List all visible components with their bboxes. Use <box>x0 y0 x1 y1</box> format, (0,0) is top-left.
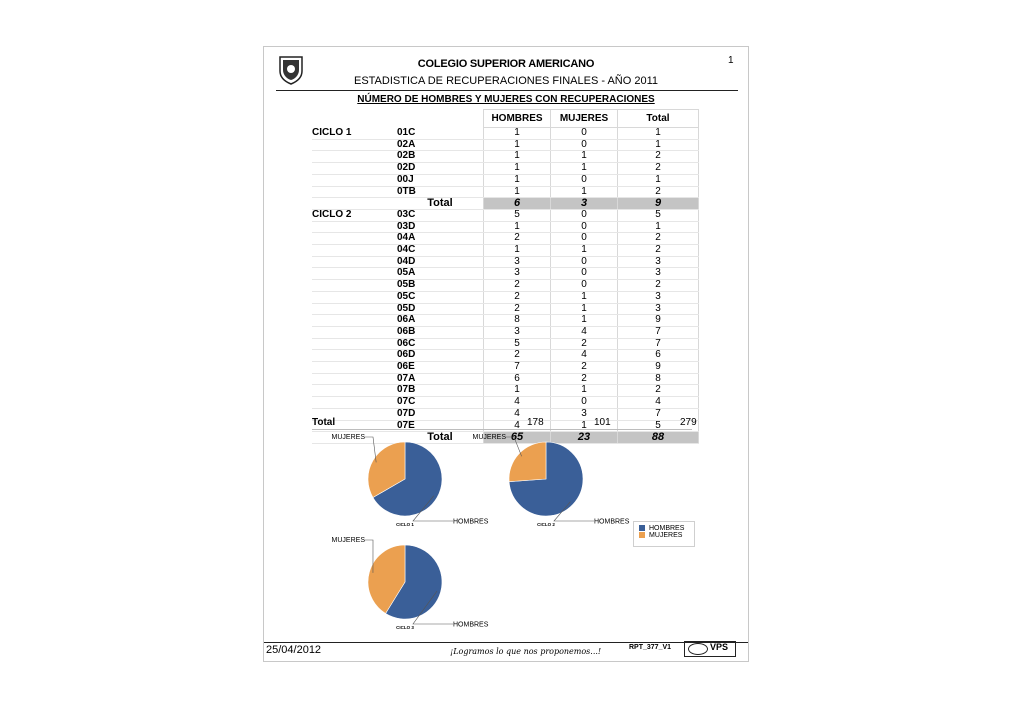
recuperaciones-table <box>312 109 699 444</box>
mujeres-cell: 1 <box>551 291 618 303</box>
mujeres-cell: 0 <box>551 139 618 151</box>
ciclo-label <box>312 338 397 350</box>
table-header-row <box>312 110 699 128</box>
group-code: 06A <box>397 315 484 327</box>
total-cell: 2 <box>618 245 699 257</box>
footer-date: 25/04/2012 <box>266 644 322 656</box>
mujeres-cell: 3 <box>551 408 618 420</box>
ciclo-label <box>312 280 397 292</box>
ciclo-label <box>312 373 397 385</box>
hombres-cell: 8 <box>484 315 551 327</box>
ciclo-label <box>312 139 397 151</box>
hombres-cell: 2 <box>484 233 551 245</box>
group-code: 05C <box>397 291 484 303</box>
grand-total-label: Total <box>312 417 336 428</box>
group-code: 07A <box>397 373 484 385</box>
group-code: 07E <box>397 420 484 432</box>
subtotal-mujeres: 3 <box>551 198 618 210</box>
total-cell: 8 <box>618 373 699 385</box>
grand-total-total: 279 <box>680 417 697 428</box>
total-cell: 2 <box>618 151 699 163</box>
table-row <box>312 256 699 268</box>
report-page <box>263 46 749 662</box>
total-cell: 2 <box>618 163 699 175</box>
hombres-cell: 1 <box>484 139 551 151</box>
mujeres-cell: 1 <box>551 420 618 432</box>
footer-code: RPT_377_V1 <box>629 644 672 651</box>
hombres-cell: 2 <box>484 350 551 362</box>
pie-title: CICLO 3 <box>396 625 414 630</box>
grand-total-hombres: 178 <box>527 417 544 428</box>
table-row <box>312 139 699 151</box>
ciclo-label <box>312 163 397 175</box>
group-code: 07C <box>397 397 484 409</box>
report-subtitle: ESTADISTICA DE RECUPERACIONES FINALES - AÑO 2011 <box>353 75 658 87</box>
col-total: Total <box>618 110 699 128</box>
group-code: 02A <box>397 139 484 151</box>
group-code: 06C <box>397 338 484 350</box>
table-row <box>312 209 699 221</box>
group-code: 04D <box>397 256 484 268</box>
table-row <box>312 315 699 327</box>
table-row <box>312 397 699 409</box>
hombres-cell: 1 <box>484 163 551 175</box>
total-cell: 2 <box>618 186 699 198</box>
table-body <box>312 128 699 444</box>
eye-icon <box>688 643 708 655</box>
ciclo-label <box>312 151 397 163</box>
mujeres-cell: 0 <box>551 128 618 140</box>
grand-total-row <box>312 417 697 430</box>
ciclo-label <box>312 198 397 210</box>
hombres-cell: 1 <box>484 151 551 163</box>
total-cell: 9 <box>618 362 699 374</box>
hombres-cell: 7 <box>484 362 551 374</box>
group-code: 06E <box>397 362 484 374</box>
total-cell: 9 <box>618 315 699 327</box>
hombres-cell: 3 <box>484 268 551 280</box>
table-row <box>312 280 699 292</box>
total-cell: 3 <box>618 291 699 303</box>
total-cell: 5 <box>618 420 699 432</box>
hombres-cell: 2 <box>484 280 551 292</box>
total-cell: 4 <box>618 397 699 409</box>
mujeres-cell: 1 <box>551 245 618 257</box>
school-name: COLEGIO SUPERIOR AMERICANO <box>417 58 595 70</box>
mujeres-cell: 4 <box>551 326 618 338</box>
table-row <box>312 350 699 362</box>
total-cell: 2 <box>618 233 699 245</box>
hombres-cell: 4 <box>484 408 551 420</box>
footer-slogan: ¡Logramos lo que nos proponemos...! <box>450 647 602 656</box>
chart-legend <box>633 521 695 547</box>
ciclo-label <box>312 221 397 233</box>
total-cell: 1 <box>618 139 699 151</box>
ciclo-label <box>312 315 397 327</box>
hombres-cell: 4 <box>484 397 551 409</box>
group-code: 02B <box>397 151 484 163</box>
table-row <box>312 151 699 163</box>
table-row <box>312 174 699 186</box>
total-cell: 1 <box>618 174 699 186</box>
mujeres-cell: 2 <box>551 338 618 350</box>
hombres-cell: 1 <box>484 245 551 257</box>
total-cell: 7 <box>618 338 699 350</box>
subtotal-label: Total <box>397 432 484 444</box>
table-row <box>312 303 699 315</box>
pie-label-hombres: HOMBRES <box>453 621 489 629</box>
mujeres-cell: 1 <box>551 163 618 175</box>
mujeres-cell: 1 <box>551 385 618 397</box>
group-code: 00J <box>397 174 484 186</box>
ciclo-label <box>312 303 397 315</box>
table-row <box>312 163 699 175</box>
hombres-cell: 2 <box>484 291 551 303</box>
ciclo-label <box>312 256 397 268</box>
mujeres-cell: 0 <box>551 174 618 186</box>
ciclo-label: CICLO 2 <box>312 209 397 221</box>
ciclo-label <box>312 362 397 374</box>
table-row <box>312 338 699 350</box>
mujeres-cell: 1 <box>551 151 618 163</box>
ciclo-label <box>312 385 397 397</box>
mujeres-cell: 1 <box>551 315 618 327</box>
section-title: NÚMERO DE HOMBRES Y MUJERES CON RECUPERACIONES <box>357 94 655 105</box>
group-code: 07B <box>397 385 484 397</box>
legend-item-hombres: HOMBRES <box>634 525 694 532</box>
grand-total-mujeres: 101 <box>594 417 611 428</box>
table-row <box>312 326 699 338</box>
total-cell: 3 <box>618 256 699 268</box>
hombres-cell: 1 <box>484 385 551 397</box>
total-cell: 7 <box>618 408 699 420</box>
table-row <box>312 186 699 198</box>
legend-swatch <box>639 525 645 531</box>
pie-label-hombres: HOMBRES <box>453 518 489 526</box>
table-row <box>312 385 699 397</box>
mujeres-cell: 1 <box>551 186 618 198</box>
table-row <box>312 373 699 385</box>
col-hombres: HOMBRES <box>484 110 551 128</box>
page-number: 1 <box>728 55 734 66</box>
subtotal-hombres: 6 <box>484 198 551 210</box>
table-row <box>312 233 699 245</box>
hombres-cell: 5 <box>484 338 551 350</box>
subtotal-mujeres: 23 <box>551 432 618 444</box>
col-mujeres: MUJERES <box>551 110 618 128</box>
pie-label-mujeres: MUJERES <box>331 537 365 544</box>
hombres-cell: 1 <box>484 174 551 186</box>
total-cell: 7 <box>618 326 699 338</box>
table-row <box>312 128 699 140</box>
vps-logo: VPS <box>684 641 736 657</box>
total-cell: 1 <box>618 221 699 233</box>
total-cell: 2 <box>618 280 699 292</box>
group-code: 06B <box>397 326 484 338</box>
table-row <box>312 291 699 303</box>
group-code: 05D <box>397 303 484 315</box>
ciclo-label <box>312 233 397 245</box>
pie-slice-mujeres <box>509 442 546 482</box>
group-code: 07D <box>397 408 484 420</box>
mujeres-cell: 2 <box>551 373 618 385</box>
total-cell: 6 <box>618 350 699 362</box>
mujeres-cell: 0 <box>551 397 618 409</box>
group-code: 0TB <box>397 186 484 198</box>
mujeres-cell: 0 <box>551 280 618 292</box>
mujeres-cell: 0 <box>551 221 618 233</box>
group-code: 02D <box>397 163 484 175</box>
group-code: 04A <box>397 233 484 245</box>
hombres-cell: 4 <box>484 420 551 432</box>
legend-swatch <box>639 532 645 538</box>
subtotal-hombres: 65 <box>484 432 551 444</box>
ciclo-label <box>312 326 397 338</box>
group-code: 04C <box>397 245 484 257</box>
pie-title: CICLO 2 <box>537 522 555 527</box>
group-code: 06D <box>397 350 484 362</box>
ciclo-label: CICLO 1 <box>312 128 397 140</box>
table-row <box>312 268 699 280</box>
ciclo-label <box>312 350 397 362</box>
mujeres-cell: 1 <box>551 303 618 315</box>
hombres-cell: 5 <box>484 209 551 221</box>
hombres-cell: 6 <box>484 373 551 385</box>
pie-title: CICLO 1 <box>396 522 414 527</box>
hombres-cell: 3 <box>484 326 551 338</box>
ciclo-label <box>312 397 397 409</box>
pie-label-mujeres: MUJERES <box>331 434 365 441</box>
group-code: 05A <box>397 268 484 280</box>
ciclo-label <box>312 174 397 186</box>
mujeres-cell: 4 <box>551 350 618 362</box>
group-code: 03C <box>397 209 484 221</box>
ciclo-label <box>312 186 397 198</box>
hombres-cell: 1 <box>484 221 551 233</box>
legend-item-mujeres: MUJERES <box>634 532 694 539</box>
table-row <box>312 362 699 374</box>
ciclo-label <box>312 268 397 280</box>
group-code: 03D <box>397 221 484 233</box>
mujeres-cell: 0 <box>551 268 618 280</box>
subtotal-label: Total <box>397 198 484 210</box>
group-code: 01C <box>397 128 484 140</box>
subtotal-row <box>312 198 699 210</box>
hombres-cell: 3 <box>484 256 551 268</box>
mujeres-cell: 0 <box>551 256 618 268</box>
total-cell: 2 <box>618 385 699 397</box>
total-cell: 5 <box>618 209 699 221</box>
ciclo-label <box>312 291 397 303</box>
total-cell: 1 <box>618 128 699 140</box>
table-row <box>312 221 699 233</box>
subtotal-total: 9 <box>618 198 699 210</box>
mujeres-cell: 0 <box>551 233 618 245</box>
total-cell: 3 <box>618 303 699 315</box>
header-divider <box>276 90 738 91</box>
hombres-cell: 2 <box>484 303 551 315</box>
hombres-cell: 1 <box>484 186 551 198</box>
mujeres-cell: 0 <box>551 209 618 221</box>
footer-divider <box>264 642 748 643</box>
table-row <box>312 245 699 257</box>
group-code: 05B <box>397 280 484 292</box>
mujeres-cell: 2 <box>551 362 618 374</box>
subtotal-total: 88 <box>618 432 699 444</box>
ciclo-label <box>312 245 397 257</box>
pie-label-mujeres: MUJERES <box>472 434 506 441</box>
pie-label-hombres: HOMBRES <box>594 518 630 526</box>
total-cell: 3 <box>618 268 699 280</box>
hombres-cell: 1 <box>484 128 551 140</box>
